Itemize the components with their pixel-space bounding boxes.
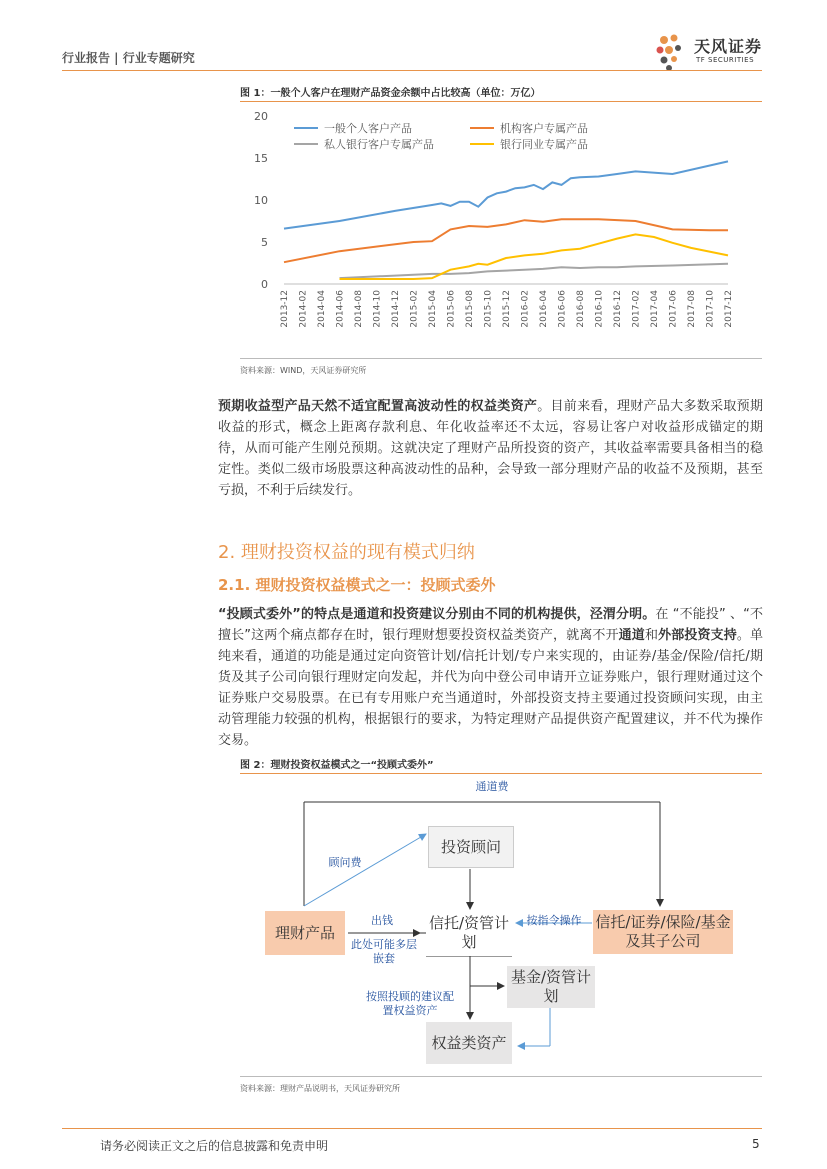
section-heading-2: 2. 理财投资权益的现有模式归纳 (218, 542, 475, 563)
advisory-fee-label: 顾问费 (328, 856, 362, 869)
paragraph-1-lead: 预期收益型产品天然不适宜配置高波动性的权益类资产 (218, 399, 538, 414)
y-tick-label: 20 (254, 110, 268, 123)
y-tick-label: 15 (254, 152, 268, 165)
x-tick-label: 2015-10 (483, 290, 494, 328)
series-line-1 (284, 219, 728, 262)
section-heading-2-1: 2.1. 理财投资权益模式之一：投顾式委外 (218, 576, 496, 594)
legend-label: 私人银行客户专属产品 (324, 138, 434, 151)
series-line-3 (340, 234, 729, 279)
x-tick-label: 2015-02 (409, 290, 420, 328)
x-tick-label: 2017-02 (631, 290, 642, 328)
series-line-0 (284, 161, 728, 228)
fund-plan-box: 基金/资管计划 (507, 966, 595, 1008)
brand-name-en: TF SECURITIES (696, 56, 755, 64)
x-tick-label: 2016-08 (576, 290, 586, 328)
y-tick-label: 10 (254, 194, 268, 207)
figure1-source: 资料来源：WIND，天风证券研究所 (240, 366, 367, 375)
paragraph-2-bold-support: 外部投资支持 (658, 628, 737, 643)
line-chart (240, 104, 762, 354)
paragraph-1-body: 。目前来看，理财产品大多数采取预期收益的形式，概念上距离存款利息、年化收益率还不太远，容易让客户对收益形成锚定的期待，从而可能产生刚兑预期。这就决定了理财产品所投资的资产，其收益率需要具备相当的稳定性。类似二级市场股票这种高波动性的品种，会导致一部分理财产品的收益不及预期，甚至亏损，不利于后续发行。 (218, 399, 763, 498)
x-tick-label: 2014-04 (317, 290, 327, 328)
series-line-2 (340, 264, 729, 278)
x-tick-label: 2017-04 (650, 290, 660, 328)
x-tick-label: 2016-04 (539, 290, 549, 328)
brand-name: 天风证券 (694, 37, 763, 56)
x-tick-label: 2014-10 (372, 290, 383, 328)
x-tick-label: 2016-02 (520, 290, 531, 328)
x-tick-label: 2015-08 (465, 290, 475, 328)
wealth-product-box: 理财产品 (265, 911, 345, 955)
x-tick-label: 2017-06 (668, 290, 679, 328)
paragraph-1 (218, 396, 763, 501)
paragraph-2-lead: “投顾式委外”的特点是通道和投资建议分别由不同的机构提供，泾渭分明。 (218, 607, 656, 622)
footer-disclaimer: 请务必阅读正文之后的信息披露和免责申明 (100, 1139, 329, 1153)
x-tick-label: 2017-08 (687, 290, 697, 328)
header-divider (62, 70, 762, 71)
x-tick-label: 2016-06 (557, 290, 568, 328)
footer-divider (62, 1128, 762, 1129)
investment-advisor-box: 投资顾问 (428, 826, 514, 868)
by-advice-label: 按照投顾的建议配置权益资产 (366, 990, 454, 1017)
y-tick-label: 0 (261, 278, 268, 291)
figure1-bottom-rule (240, 358, 762, 359)
x-tick-label: 2015-04 (428, 290, 438, 328)
x-tick-label: 2017-10 (705, 290, 716, 328)
fund-out-label: 出钱 (371, 914, 393, 927)
paragraph-2-text-1: 在 “不能投” 、“不擅长”这两个痛点都存在时，银行理财想要投资权益类资产，就离不开 (218, 607, 763, 643)
x-tick-label: 2014-08 (354, 290, 364, 328)
x-tick-label: 2016-12 (613, 290, 623, 328)
figure1-title: 图 1：一般个人客户在理财产品资金余额中占比较高（单位：万亿） (240, 88, 541, 99)
channel-fee-label: 通道费 (475, 780, 509, 793)
trust-plan-box: 信托/资管计划 (426, 910, 512, 956)
figure2-title: 图 2：理财投资权益模式之一“投顾式委外” (240, 760, 434, 771)
legend-label: 银行同业专属产品 (500, 138, 588, 151)
by-instruction-label: 按指令操作 (526, 914, 582, 927)
figure2-source: 资料来源：理财产品说明书，天风证券研究所 (240, 1084, 400, 1093)
paragraph-2-bold-channel: 通道 (618, 628, 645, 643)
paragraph-2-text-2: 和 (644, 628, 659, 643)
x-tick-label: 2016-10 (594, 290, 605, 328)
multi-layer-label: 此处可能多层嵌套 (351, 938, 417, 965)
x-tick-label: 2014-06 (335, 290, 346, 328)
institutions-box: 信托/证券/保险/基金及其子公司 (593, 910, 733, 954)
paragraph-2-text-3: 。单纯来看，通道的功能是通过定向资管计划/信托计划/专户来实现的，由证券/基金/保险/信托/期货及其子公司向银行理财定向发起，并代为向中登公司申请开立证券账户，银行理财通过这个证券账户交易股票。在已有专用账户充当通道时，外部投资支持主要通过投资顾问实现，由主动管理能力较强的机构，根据银行的要求，为特定理财产品提供资产配置建议，并不代为操作交易。 (218, 628, 763, 748)
figure1-top-rule (240, 101, 762, 102)
x-tick-label: 2017-12 (724, 290, 734, 328)
x-tick-label: 2015-06 (446, 290, 457, 328)
paragraph-2 (218, 604, 763, 751)
x-tick-label: 2015-12 (502, 290, 512, 328)
legend-label: 一般个人客户产品 (324, 122, 412, 135)
figure2-bottom-rule (240, 1076, 762, 1077)
x-tick-label: 2014-02 (298, 290, 309, 328)
page-number: 5 (752, 1137, 760, 1151)
equity-assets-box: 权益类资产 (426, 1022, 512, 1064)
figure2-top-rule (240, 773, 762, 774)
x-tick-label: 2014-12 (391, 290, 401, 328)
report-category: 行业报告 | 行业专题研究 (62, 51, 195, 65)
x-tick-label: 2013-12 (280, 290, 290, 328)
y-tick-label: 5 (261, 236, 268, 249)
advisory-fee-arrow (304, 834, 426, 906)
legend-label: 机构客户专属产品 (500, 122, 588, 135)
